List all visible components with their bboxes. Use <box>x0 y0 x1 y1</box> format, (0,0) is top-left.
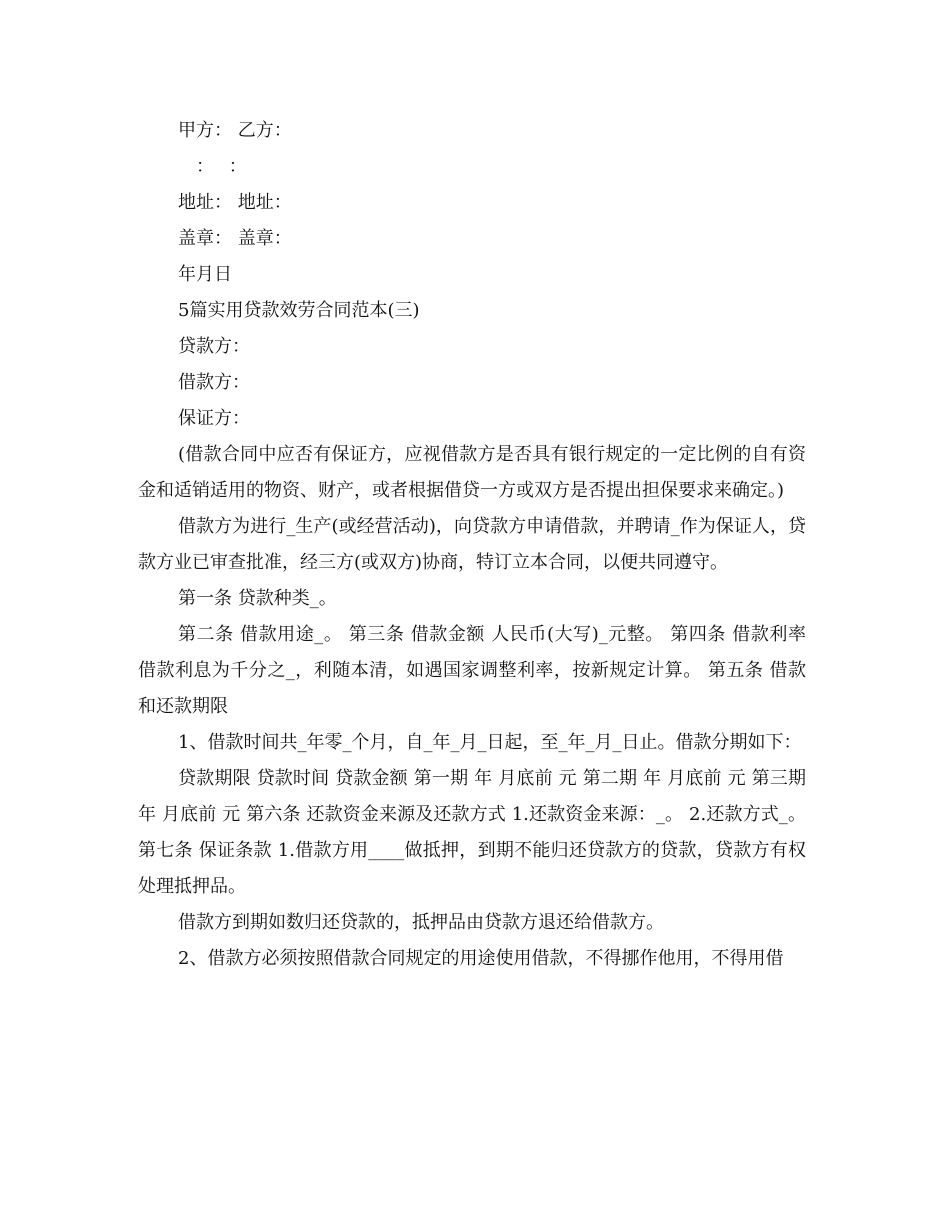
loan-usage-paragraph: 2、借款方必须按照借款合同规定的用途使用借款，不得挪作他用，不得用借 <box>178 948 784 969</box>
address-line: 地址： 地址： <box>178 192 292 213</box>
borrower-line: 借款方： <box>178 372 250 393</box>
loan-term-paragraph: 1、借款时间共_年零_个月，自_年_月_日起，至_年_月_日止。借款分期如下： <box>178 732 802 753</box>
articles-two-to-five-paragraph: 第二条 借款用途_。 第三条 借款金额 人民币(大写)_元整。 第四条 借款利率 借款利息为千分之_，利随本清，如遇国家调整利率，按新规定计算。 第五条 借款和还款期限 <box>138 624 806 717</box>
section-title: 5篇实用贷款效劳合同范本(三) <box>178 300 420 321</box>
guarantor-note-paragraph: (借款合同中应否有保证方，应视借款方是否具有银行规定的一定比例的自有资金和适销适用的物资、财产，或者根据借贷一方或双方是否提出担保要求来确定。) <box>138 444 806 501</box>
installments-paragraph: 贷款期限 贷款时间 贷款金额 第一期 年 月底前 元 第二期 年 月底前 元 第三期 年 月底前 元 第六条 还款资金来源及还款方式 1.还款资金来源：_。 2.还款方式_。 第七条 保证条款 1.借款方用____做抵押，到期不能归还贷款方的贷款，贷款方有权处理抵押品。 <box>138 768 806 897</box>
date-line: 年月日 <box>178 264 232 285</box>
party-ab-line: 甲方： 乙方： <box>178 120 292 141</box>
seal-line: 盖章： 盖章： <box>178 228 292 249</box>
article-one-paragraph: 第一条 贷款种类_。 <box>178 588 337 609</box>
collateral-return-paragraph: 借款方到期如数归还贷款的，抵押品由贷款方退还给借款方。 <box>178 912 664 933</box>
lender-line: 贷款方： <box>178 336 250 357</box>
document-body <box>138 113 806 977</box>
guarantor-line: 保证方： <box>178 408 250 429</box>
colon-line: ： ： <box>178 156 247 177</box>
preamble-paragraph: 借款方为进行_生产(或经营活动)，向贷款方申请借款，并聘请_作为保证人，贷款方业已审查批准，经三方(或双方)协商，特订立本合同，以便共同遵守。 <box>138 516 806 573</box>
